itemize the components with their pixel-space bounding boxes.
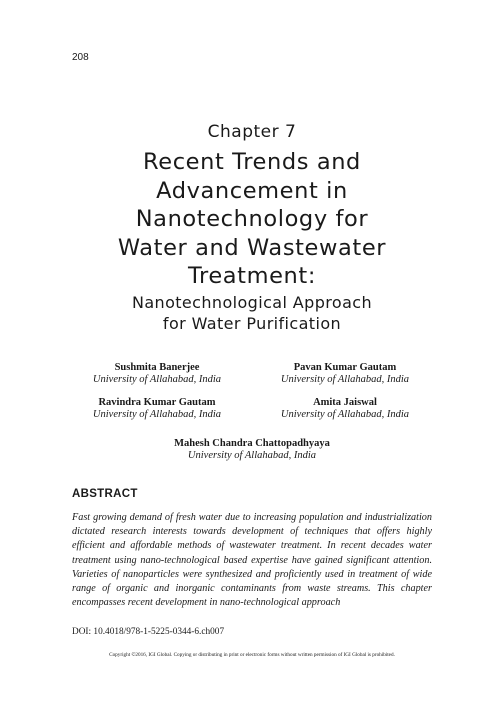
title-line: Treatment: (187, 263, 317, 289)
abstract-body: Fast growing demand of fresh water due to increasing population and industrialization dictated research interests towards development of techniques that offers highly efficient and affordable methods of wastewater treatment. In recent decades water treatment using nano-technological based expertise have gained significant attention. Varieties of nanoparticles were synthesized and proficiently used in treatment of wide range of organic and inorganic contaminants from waste streams. This chapter encompasses recent development in nano-technological approach (72, 512, 432, 609)
subtitle-line: Nanotechnological Approach (131, 293, 373, 312)
subtitle-line: for Water Purification (162, 314, 342, 333)
author-name: Pavan Kumar Gautam (293, 362, 397, 373)
abstract-heading: ABSTRACT (72, 488, 138, 500)
author-affiliation: University of Allahabad, India (280, 409, 410, 420)
chapter-title (60, 148, 444, 291)
author-block (240, 397, 450, 421)
author-block (52, 362, 262, 386)
title-line: Recent Trends and (143, 149, 361, 175)
author-affiliation: University of Allahabad, India (280, 374, 410, 385)
page-number: 208 (72, 52, 89, 63)
chapter-subtitle (60, 292, 444, 334)
title-line: Nanotechnology for (135, 206, 369, 232)
title-line: Advancement in (156, 177, 348, 204)
title-line: Water and Wastewater (117, 234, 387, 261)
copyright-notice: Copyright ©2016, IGI Global. Copying or distributing in print or electronic forms without written permission of IGI Global is prohibited. (109, 652, 395, 658)
author-affiliation: University of Allahabad, India (92, 374, 222, 385)
chapter-label: Chapter 7 (207, 122, 297, 142)
author-name: Amita Jaiswal (313, 397, 377, 408)
author-block (240, 362, 450, 386)
author-affiliation: University of Allahabad, India (187, 450, 317, 461)
author-name: Mahesh Chandra Chattopadhyaya (174, 438, 330, 449)
author-block (52, 397, 262, 421)
author-affiliation: University of Allahabad, India (92, 409, 222, 420)
author-block (147, 438, 357, 462)
author-name: Sushmita Banerjee (114, 362, 200, 373)
doi: DOI: 10.4018/978-1-5225-0344-6.ch007 (72, 627, 225, 637)
author-name: Ravindra Kumar Gautam (98, 397, 216, 408)
